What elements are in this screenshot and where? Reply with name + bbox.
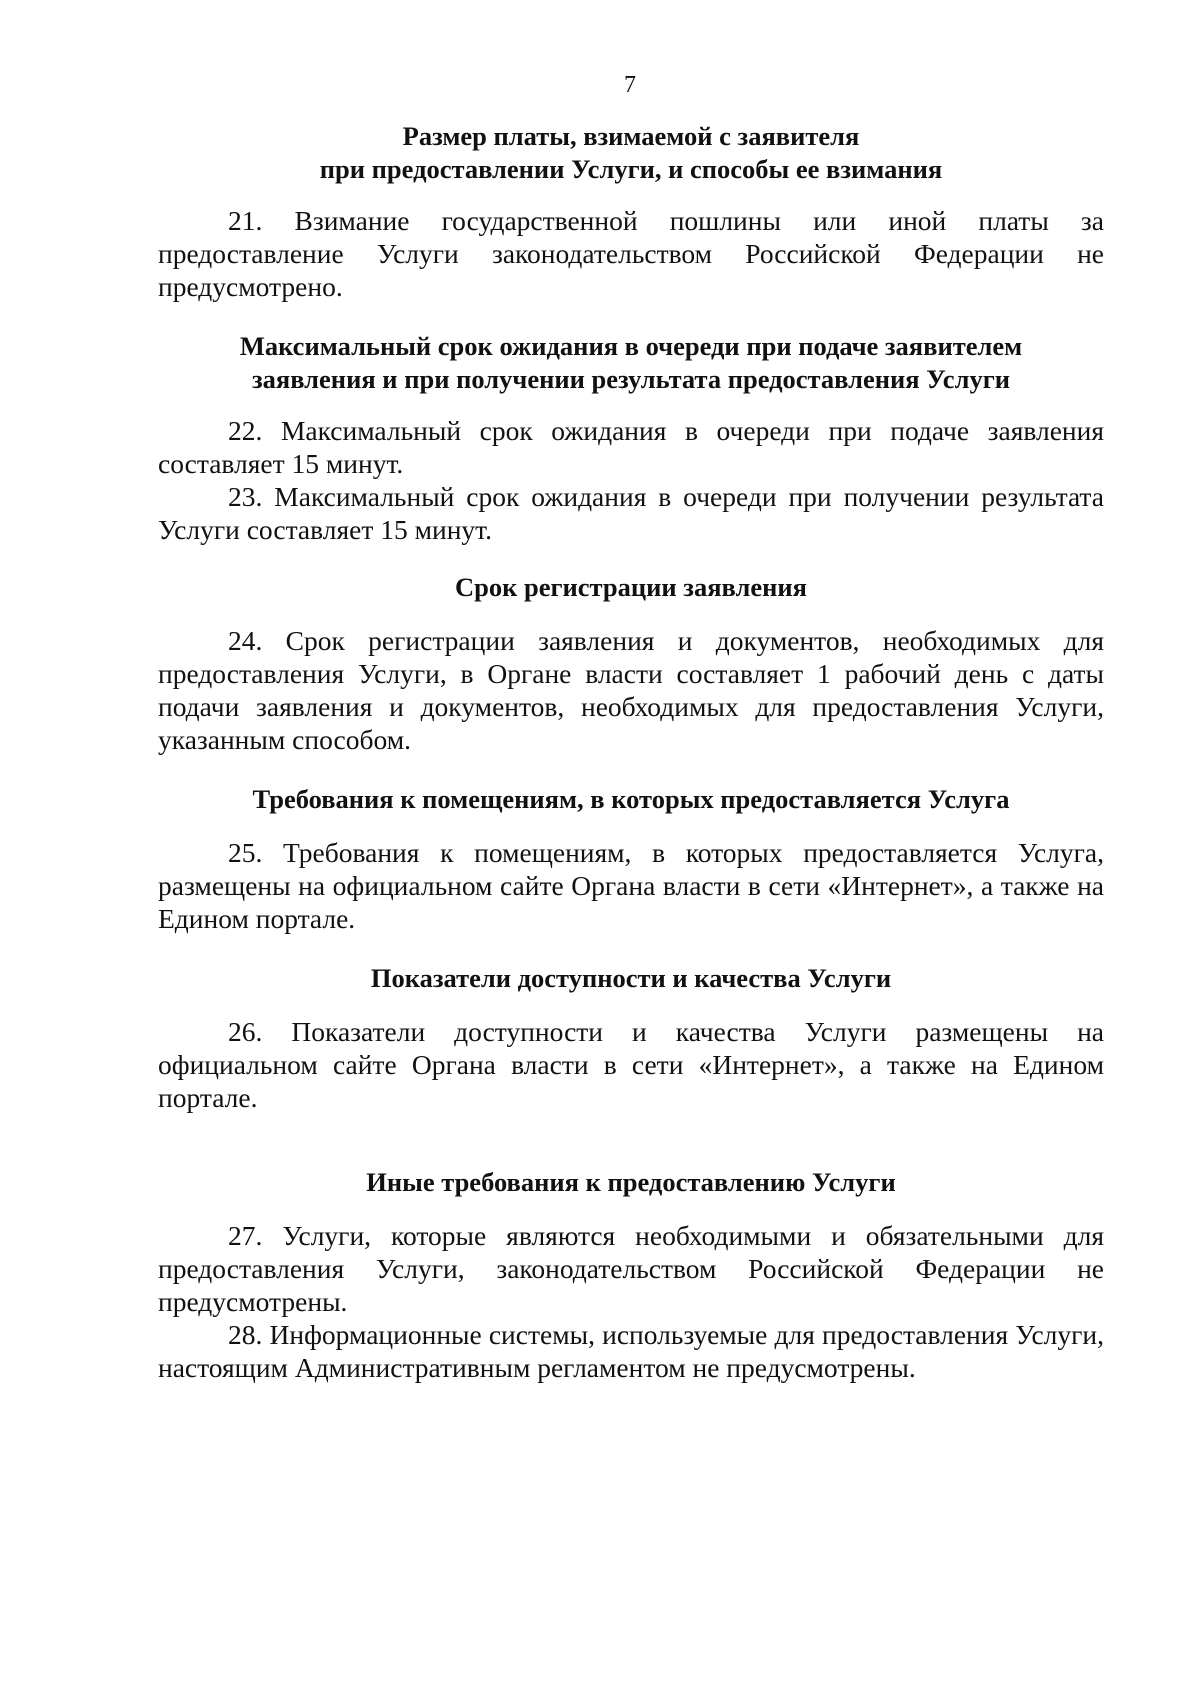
heading-line: Размер платы, взимаемой с заявителя	[402, 121, 860, 151]
document-body	[158, 120, 1104, 1384]
heading-line: Срок регистрации заявления	[454, 572, 808, 602]
heading-line: заявления и при получении результата предоставления Услуги	[251, 364, 1010, 394]
section-heading-other-requirements	[158, 1166, 1104, 1199]
paragraph-21: 21. Взимание государственной пошлины или иной платы за предоставление Услуги законодательством Российской Федерации не предусмотрено.	[158, 205, 1104, 302]
heading-line: Требования к помещениям, в которых предоставляется Услуга	[252, 784, 1010, 814]
paragraph-22: 22. Максимальный срок ожидания в очереди при подаче заявления составляет 15 минут.	[158, 415, 1104, 479]
section-heading-fee	[158, 120, 1104, 186]
heading-line: Иные требования к предоставлению Услуги	[366, 1167, 896, 1197]
heading-line: Максимальный срок ожидания в очереди при подаче заявителем	[239, 331, 1023, 361]
paragraph-25: 25. Требования к помещениям, в которых предоставляется Услуга, размещены на официальном сайте Органа власти в сети «Интернет», а также на Едином портале.	[158, 837, 1104, 934]
paragraph-28: 28. Информационные системы, используемые для предоставления Услуги, настоящим Административным регламентом не предусмотрены.	[158, 1319, 1104, 1383]
heading-line: при предоставлении Услуги, и способы ее взимания	[319, 154, 943, 184]
paragraph-26: 26. Показатели доступности и качества Услуги размещены на официальном сайте Органа власти в сети «Интернет», а также на Едином портале.	[158, 1016, 1104, 1113]
section-heading-registration	[158, 571, 1104, 604]
paragraph-23: 23. Максимальный срок ожидания в очереди при получении результата Услуги составляет 15 минут.	[158, 481, 1104, 545]
paragraph-24: 24. Срок регистрации заявления и документов, необходимых для предоставления Услуги, в Органе власти составляет 1 рабочий день с даты подачи заявления и документов, необходимых для предоставления Услуги, указанным способом.	[158, 625, 1104, 755]
paragraph-27: 27. Услуги, которые являются необходимыми и обязательными для предоставления Услуги, законодательством Российской Федерации не предусмотрены.	[158, 1220, 1104, 1317]
section-heading-queue-time	[158, 330, 1104, 396]
section-heading-accessibility	[158, 962, 1104, 995]
heading-line: Показатели доступности и качества Услуги	[370, 963, 892, 993]
section-heading-premises	[158, 783, 1104, 816]
page-number: 7	[624, 72, 636, 98]
